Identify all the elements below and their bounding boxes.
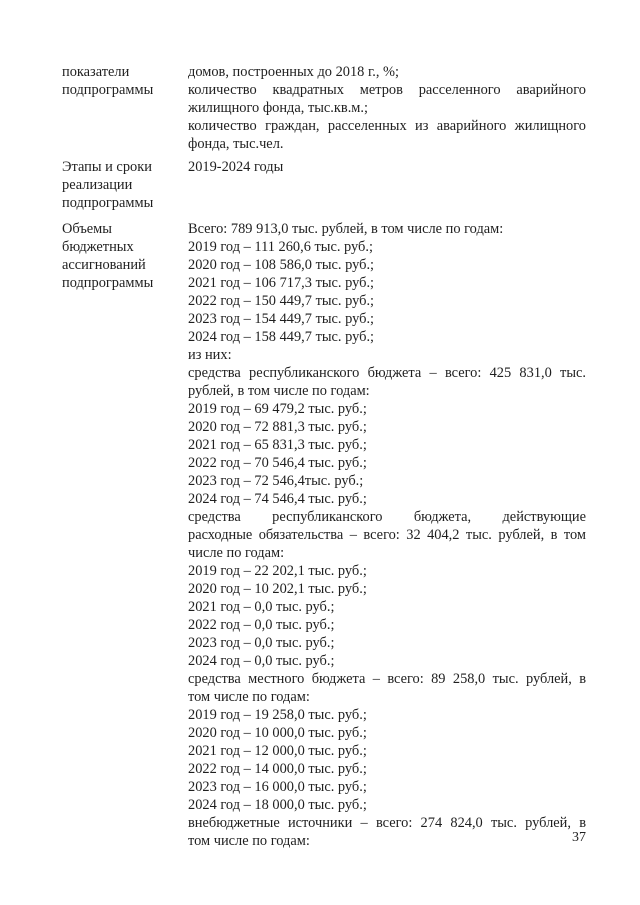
label-line: Этапы и сроки <box>62 159 152 175</box>
budget-row <box>62 220 588 850</box>
label-line: показатели <box>62 64 130 80</box>
text-line: 2022 год – 150 449,7 тыс. руб.; <box>188 293 375 309</box>
text-line: домов, построенных до 2018 г., %; <box>188 64 400 80</box>
text-line: Всего: 789 913,0 тыс. рублей, в том числе по годам: <box>188 221 504 237</box>
text-line: 2024 год – 18 000,0 тыс. руб.; <box>188 797 367 813</box>
text-line: 2021 год – 12 000,0 тыс. руб.; <box>188 743 367 759</box>
text-line: 2024 год – 74 546,4 тыс. руб.; <box>188 491 367 507</box>
text-line: внебюджетные источники – всего: 274 824,0 тыс. рублей, в <box>188 815 586 831</box>
text-line: 2023 год – 16 000,0 тыс. руб.; <box>188 779 367 795</box>
budget-label <box>62 220 188 850</box>
indicators-value <box>188 63 586 153</box>
text-line: 2020 год – 72 881,3 тыс. руб.; <box>188 419 367 435</box>
label-line: подпрограммы <box>62 275 154 291</box>
text-line: количество граждан, расселенных из аварийного жилищного <box>188 118 586 134</box>
text-line: 2021 год – 0,0 тыс. руб.; <box>188 599 335 615</box>
stages-value <box>188 158 586 212</box>
text-line: 2023 год – 72 546,4тыс. руб.; <box>188 473 364 489</box>
text-line: 2024 год – 0,0 тыс. руб.; <box>188 653 335 669</box>
label-line: подпрограммы <box>62 82 154 98</box>
text-line: из них: <box>188 347 232 363</box>
text-line: 2022 год – 14 000,0 тыс. руб.; <box>188 761 367 777</box>
text-line: 2022 год – 0,0 тыс. руб.; <box>188 617 335 633</box>
text-line: 2019-2024 годы <box>188 159 284 175</box>
stages-row <box>62 158 588 212</box>
text-line: средства местного бюджета – всего: 89 258,0 тыс. рублей, в <box>188 671 586 687</box>
label-line: реализации <box>62 177 133 193</box>
text-line: том числе по годам: <box>188 833 310 849</box>
text-line: 2020 год – 10 000,0 тыс. руб.; <box>188 725 367 741</box>
text-line: 2019 год – 19 258,0 тыс. руб.; <box>188 707 367 723</box>
indicators-row <box>62 63 588 153</box>
text-line: 2022 год – 70 546,4 тыс. руб.; <box>188 455 367 471</box>
text-line: средства республиканского бюджета – всего: 425 831,0 тыс. <box>188 365 586 381</box>
text-line: числе по годам: <box>188 545 285 561</box>
text-line: расходные обязательства – всего: 32 404,2 тыс. рублей, в том <box>188 527 586 543</box>
label-line: ассигнований <box>62 257 146 273</box>
text-line: фонда, тыс.чел. <box>188 136 284 152</box>
budget-value <box>188 220 586 850</box>
text-line: 2019 год – 111 260,6 тыс. руб.; <box>188 239 373 255</box>
indicators-label <box>62 63 188 153</box>
text-line: 2021 год – 65 831,3 тыс. руб.; <box>188 437 367 453</box>
text-line: 2020 год – 10 202,1 тыс. руб.; <box>188 581 367 597</box>
text-line: 2024 год – 158 449,7 тыс. руб.; <box>188 329 375 345</box>
text-line: 2023 год – 154 449,7 тыс. руб.; <box>188 311 375 327</box>
text-line: 2019 год – 22 202,1 тыс. руб.; <box>188 563 367 579</box>
text-line: 2023 год – 0,0 тыс. руб.; <box>188 635 335 651</box>
page-number: 37 <box>572 830 586 845</box>
text-line: рублей, в том числе по годам: <box>188 383 370 399</box>
text-line: 2019 год – 69 479,2 тыс. руб.; <box>188 401 367 417</box>
text-line: том числе по годам: <box>188 689 310 705</box>
text-line: жилищного фонда, тыс.кв.м.; <box>188 100 368 116</box>
label-line: бюджетных <box>62 239 134 255</box>
text-line: 2020 год – 108 586,0 тыс. руб.; <box>188 257 375 273</box>
text-line: количество квадратных метров расселенного аварийного <box>188 82 586 98</box>
text-line: средства республиканского бюджета, действующие <box>188 509 586 525</box>
text-line: 2021 год – 106 717,3 тыс. руб.; <box>188 275 375 291</box>
label-line: подпрограммы <box>62 195 154 211</box>
stages-label <box>62 158 188 212</box>
label-line: Объемы <box>62 221 112 237</box>
